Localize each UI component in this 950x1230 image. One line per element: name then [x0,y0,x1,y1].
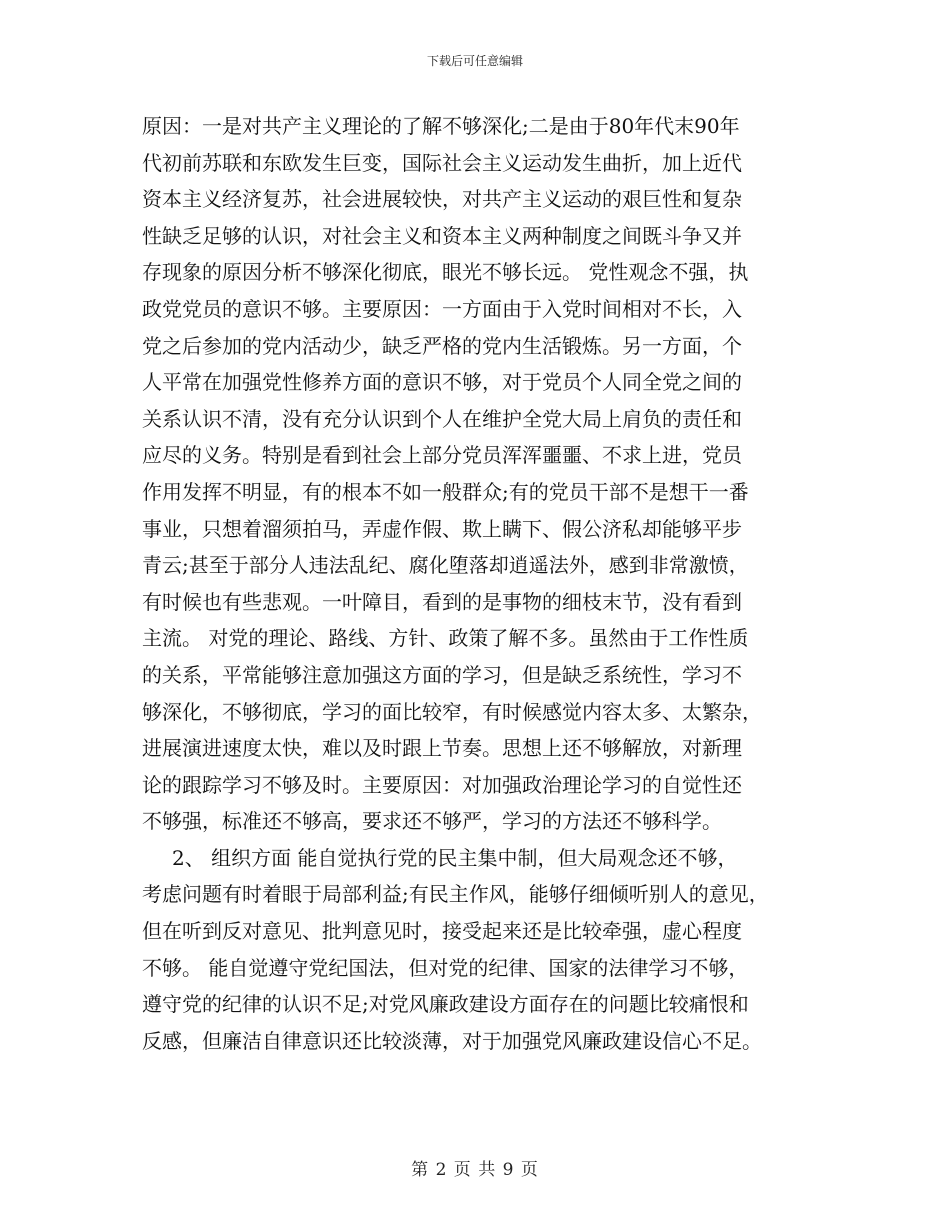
text-line: 政党党员的意识不够。主要原因：一方面由于入党时间相对不长，入 [142,296,742,321]
text-line: 性缺乏足够的认识，对社会主义和资本主义两种制度之间既斗争又并 [142,223,742,248]
page-header: 下载后可任意编辑 [426,54,523,68]
text-line: 人平常在加强党性修养方面的意识不够，对于党员个人同全党之间的 [142,370,742,395]
text-line: 党之后参加的党内活动少，缺乏严格的党内生活锻炼。另一方面，个 [142,333,742,358]
text-line: 存现象的原因分析不够深化彻底，眼光不够长远。 党性观念不强，执 [142,260,749,285]
text-line: 事业，只想着溜须拍马，弄虚作假、欺上瞒下、假公济私却能够平步 [142,516,742,541]
text-line: 原因：一是对共产主义理论的了解不够深化;二是由于80年代末90年 [142,114,740,138]
body-text [142,108,810,1059]
text-line: 够深化，不够彻底，学习的面比较窄，有时候感觉内容太多、太繁杂， [142,699,762,724]
text-line: 关系认识不清，没有充分认识到个人在维护全党大局上肩负的责任和 [142,406,742,431]
text-line-indented: 2、 组织方面 能自觉执行党的民主集中制，但大局观念还不够， [172,845,738,870]
text-line: 论的跟踪学习不够及时。主要原因：对加强政治理论学习的自觉性还 [142,772,742,797]
text-line: 资本主义经济复苏，社会进展较快，对共产主义运动的艰巨性和复杂 [142,187,742,212]
page-number-footer: 第 2 页 共 9 页 [411,1160,539,1180]
text-line: 遵守党的纪律的认识不足;对党风廉政建设方面存在的问题比较痛恨和 [142,992,749,1017]
text-line: 青云;甚至于部分人违法乱纪、腐化堕落却逍遥法外，感到非常激愤， [142,553,749,578]
text-line: 应尽的义务。特别是看到社会上部分党员浑浑噩噩、不求上进，党员 [142,443,742,468]
text-line: 主流。 对党的理论、路线、方针、政策了解不多。虽然由于工作性质 [142,626,749,651]
text-line: 有时候也有些悲观。一叶障目，看到的是事物的细枝末节，没有看到 [142,589,742,614]
text-line: 的关系，平常能够注意加强这方面的学习，但是缺乏系统性，学习不 [142,662,742,687]
text-line: 考虑问题有时着眼于局部利益;有民主作风，能够仔细倾听别人的意见， [142,882,769,907]
text-line: 但在听到反对意见、批判意见时，接受起来还是比较牵强，虚心程度 [142,919,742,944]
text-line: 不够强，标准还不够高，要求还不够严，学习的方法还不够科学。 [142,809,722,834]
text-line: 反感，但廉洁自律意识还比较淡薄，对于加强党风廉政建设信心不足。 [142,1028,762,1053]
text-line: 不够。 能自觉遵守党纪国法，但对党的纪律、国家的法律学习不够， [142,955,749,980]
text-line: 代初前苏联和东欧发生巨变，国际社会主义运动发生曲折，加上近代 [142,150,742,175]
text-line: 作用发挥不明显，有的根本不如一般群众;有的党员干部不是想干一番 [142,479,749,504]
text-line: 进展演进速度太快，难以及时跟上节奏。思想上还不够解放，对新理 [142,736,742,761]
